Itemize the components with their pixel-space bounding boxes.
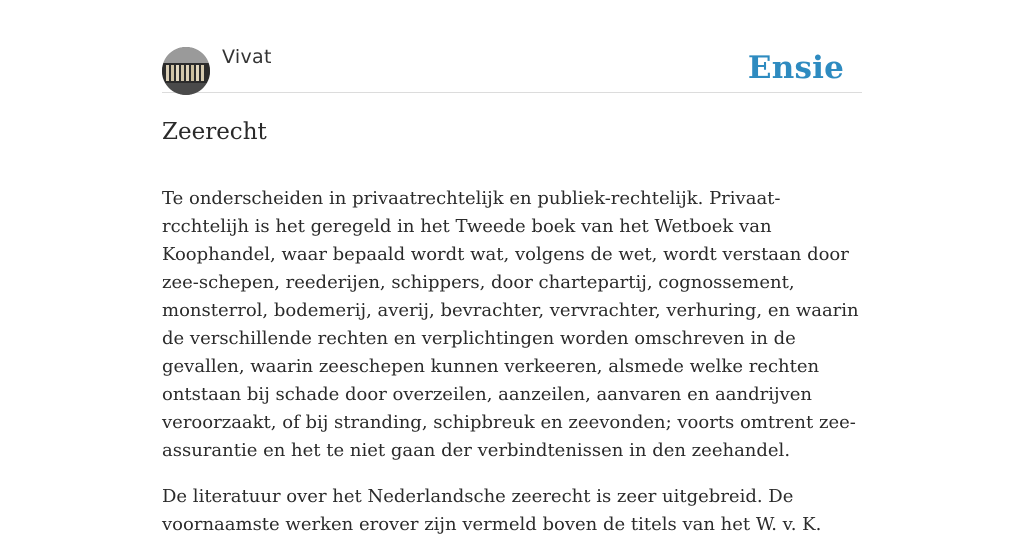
article-body (162, 185, 862, 539)
publication-avatar[interactable] (162, 47, 210, 95)
article-title: Zeerecht (162, 119, 267, 145)
publication-name[interactable]: Vivat (222, 46, 272, 68)
article-paragraph: Te onderscheiden in privaatrechtelijk en publiek-rechtelijk. Privaat-rcchtelijh is het geregeld in het Tweede boek van het Wetboek van Koophandel, waar bepaald wordt wat, volgens de wet, wordt verstaan door zee-schepen, reederijen, schippers, door chartepartij, cognossement, monsterrol, bodemerij, averij, bevrachter, vervrachter, verhuring, en waarin de verschillende rechten en verplichtingen worden omschreven in de gevallen, waarin zeeschepen kunnen verkeeren, alsmede welke rechten ontstaan bij schade door overzeilen, aanzeilen, aanvaren en aandrijven veroorzaakt, of bij stranding, schipbreuk en zeevonden; voorts omtrent zee-assurantie en het te niet gaan der verbindtenissen in den zeehandel. (162, 188, 859, 461)
ensie-logo-link[interactable]: Ensie (747, 50, 844, 86)
article-page (162, 0, 862, 539)
article-paragraph: De literatuur over het Nederlandsche zeerecht is zeer uitgebreid. De voornaamste werken erover zijn vermeld boven de titels van het W. v. K. (162, 486, 822, 535)
site-header (162, 0, 862, 93)
bookshelf-icon (162, 47, 210, 95)
